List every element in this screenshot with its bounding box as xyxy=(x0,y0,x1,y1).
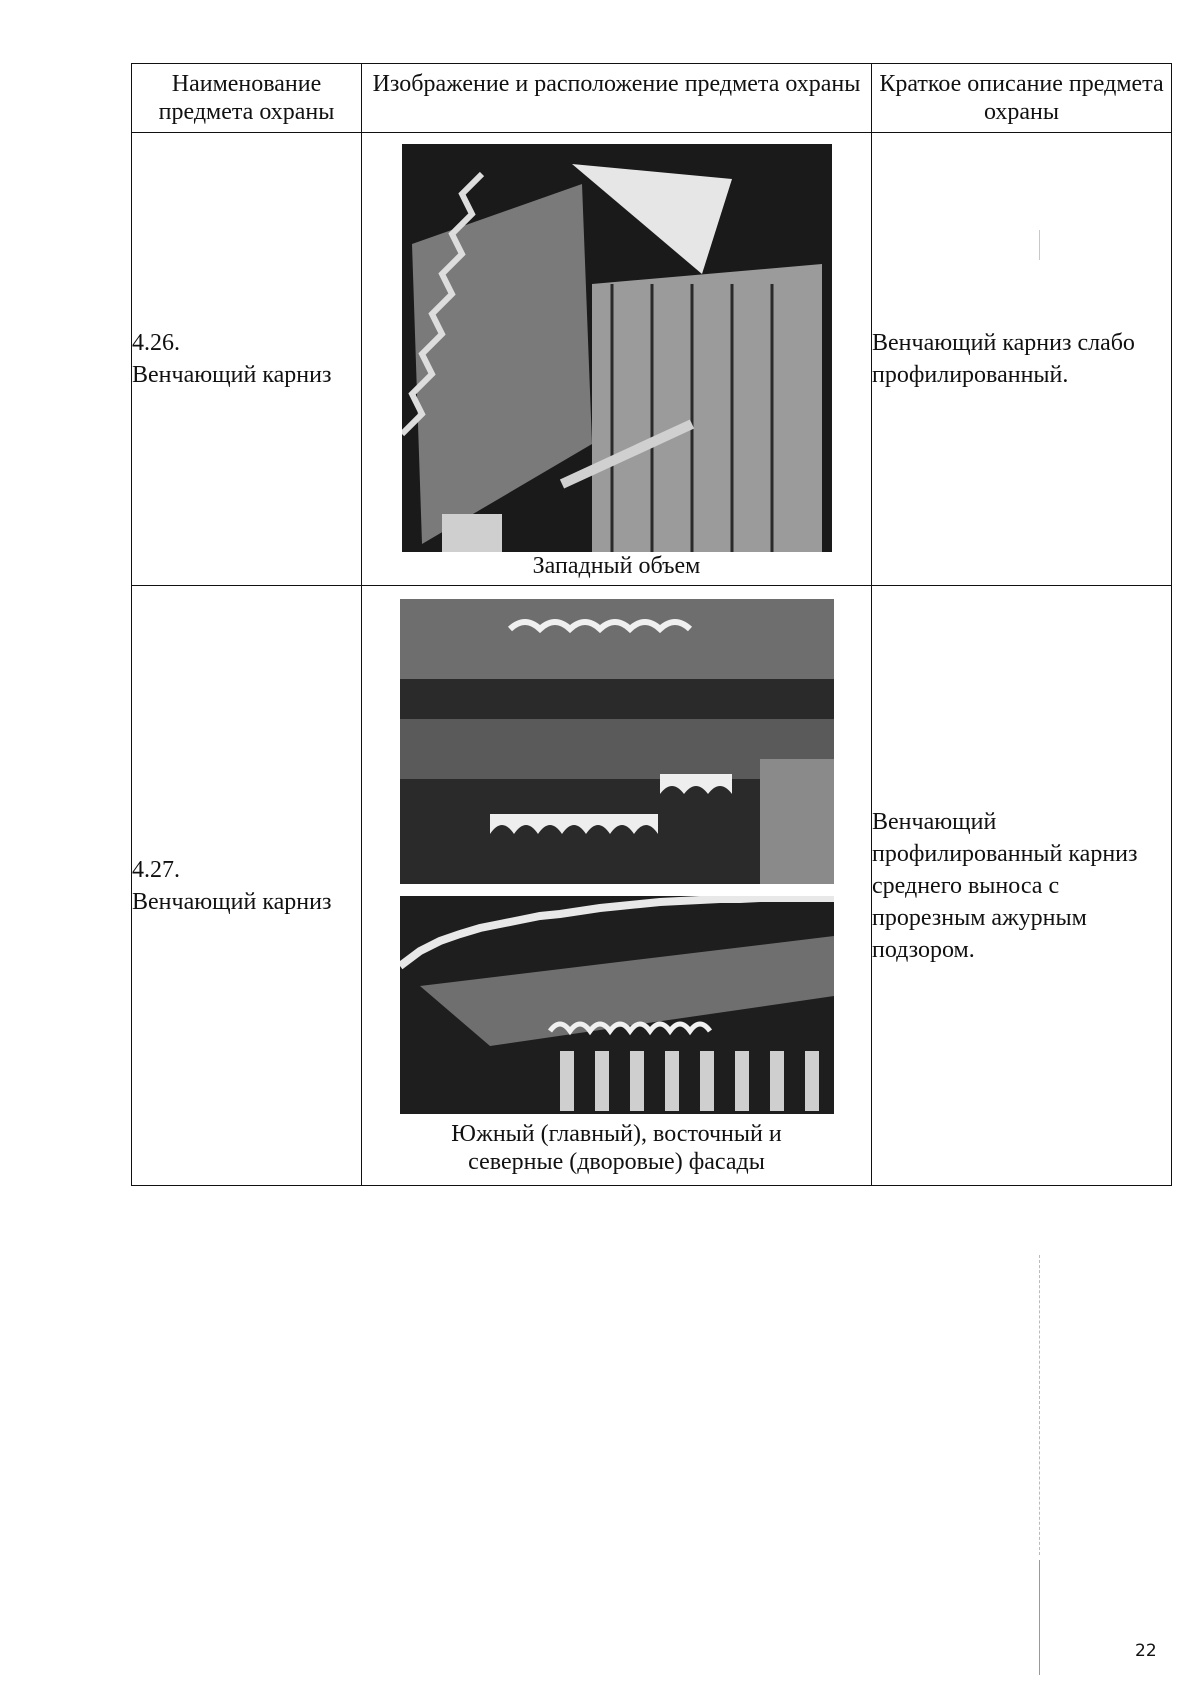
item-name-cell xyxy=(132,586,362,1186)
item-image-cell xyxy=(362,133,872,586)
header-name: Наименование предмета охраны xyxy=(132,64,362,133)
item-description: Венчающий карниз слабо профилированный. xyxy=(872,133,1172,586)
item-number: 4.26. xyxy=(132,330,180,356)
table-row xyxy=(132,586,1172,1186)
cornice-photo-west xyxy=(402,144,832,552)
cornice-photo-top xyxy=(400,599,834,884)
item-name-cell xyxy=(132,133,362,586)
protection-table xyxy=(131,63,1172,1186)
photo-caption: Южный (главный), восточный и северные (дворовые) фасады xyxy=(451,1121,782,1175)
cornice-photo-bottom xyxy=(400,896,834,1114)
item-name: Венчающий карниз xyxy=(132,362,332,388)
table-row xyxy=(132,133,1172,586)
item-image-cell xyxy=(362,586,872,1186)
header-description: Краткое описание предмета охраны xyxy=(872,64,1172,133)
page-number: 22 xyxy=(1135,1641,1157,1661)
header-image: Изображение и расположение предмета охраны xyxy=(362,64,872,133)
table-header-row xyxy=(132,64,1172,133)
photo-caption: Западный объем xyxy=(532,553,701,579)
item-description: Венчающий профилированный карниз среднего выноса с прорезным ажурным подзором. xyxy=(872,586,1172,1186)
scan-artifact-line xyxy=(1039,230,1040,260)
scan-artifact-line xyxy=(1039,1255,1041,1555)
item-name: Венчающий карниз xyxy=(132,888,332,915)
item-number: 4.27. xyxy=(132,856,180,883)
scan-artifact-line xyxy=(1039,1560,1040,1675)
